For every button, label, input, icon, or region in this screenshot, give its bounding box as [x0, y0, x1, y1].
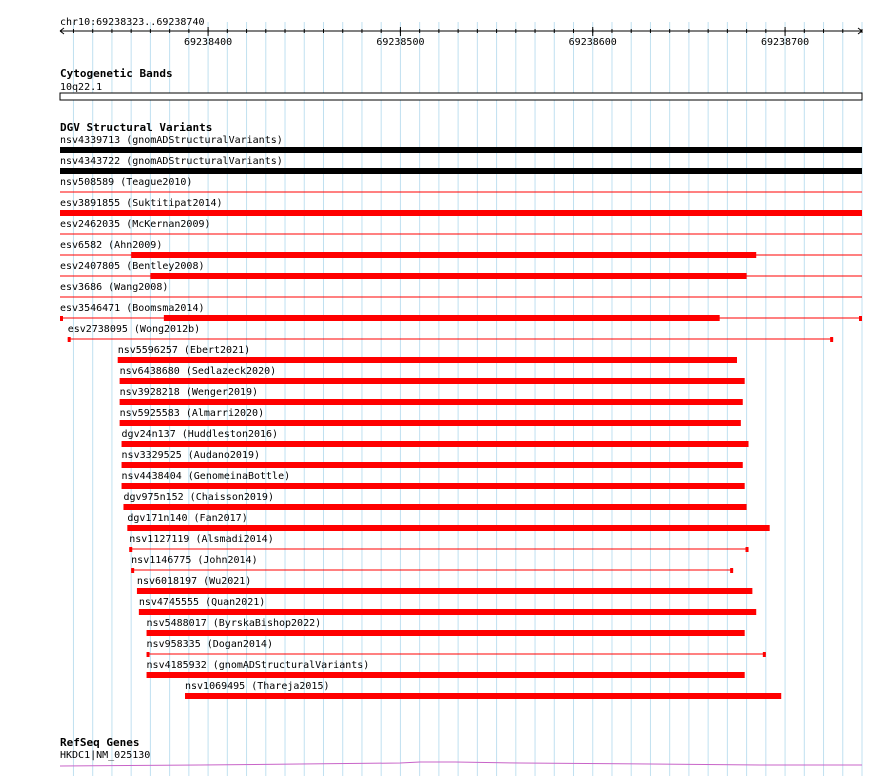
dgv-feature-bar[interactable] [185, 693, 781, 699]
dgv-feature[interactable] [60, 198, 862, 216]
cytoband-bar[interactable] [60, 93, 862, 100]
dgv-feature[interactable] [123, 492, 746, 510]
dgv-feature-label[interactable]: esv3546471 (Boomsma2014) [60, 303, 205, 314]
dgv-feature-label[interactable]: nsv4343722 (gnomADStructuralVariants) [60, 156, 283, 167]
ruler-tick-label: 69238500 [376, 37, 425, 48]
dgv-feature[interactable] [60, 282, 862, 297]
dgv-feature-cap-left [129, 547, 132, 552]
dgv-feature-label[interactable]: nsv4438404 (GenomeinaBottle) [121, 471, 291, 482]
dgv-feature-bar[interactable] [118, 357, 737, 363]
dgv-feature-bar[interactable] [123, 504, 746, 510]
dgv-feature-bar[interactable] [122, 441, 749, 447]
dgv-feature[interactable] [60, 303, 862, 321]
dgv-feature-label[interactable]: esv3686 (Wang2008) [60, 282, 169, 293]
dgv-feature-label[interactable]: esv2407805 (Bentley2008) [60, 261, 205, 272]
dgv-feature[interactable] [120, 387, 743, 405]
dgv-feature[interactable] [131, 555, 733, 573]
dgv-feature[interactable] [147, 660, 745, 678]
coordinate-ruler[interactable] [60, 17, 862, 48]
dgv-feature-bar[interactable] [122, 462, 743, 468]
dgv-feature-bar[interactable] [147, 672, 745, 678]
ruler-tick-label: 69238600 [568, 37, 617, 48]
cytoband-label[interactable]: 10q22.1 [60, 82, 103, 93]
gene-label[interactable]: HKDC1|NM_025130 [60, 750, 151, 761]
refseq-genes-track[interactable] [60, 736, 862, 766]
dgv-feature-cap-left [147, 652, 150, 657]
dgv-feature[interactable] [60, 219, 862, 234]
dgv-feature[interactable] [122, 429, 749, 447]
dgv-feature-bar[interactable] [60, 210, 862, 216]
dgv-feature-label[interactable]: dgv24n137 (Huddleston2016) [121, 429, 279, 440]
dgv-feature-cap-right [730, 568, 733, 573]
dgv-feature-label[interactable]: esv3891855 (Suktitipat2014) [60, 198, 223, 209]
dgv-feature-label[interactable]: esv2462035 (McKernan2009) [60, 219, 211, 230]
dgv-feature[interactable] [127, 513, 769, 531]
dgv-feature-label[interactable]: nsv4339713 (gnomADStructuralVariants) [60, 135, 283, 146]
dgv-feature-bar[interactable] [120, 378, 745, 384]
dgv-feature-label[interactable]: nsv3928218 (Wenger2019) [119, 387, 259, 398]
dgv-feature-bar[interactable] [139, 609, 756, 615]
dgv-feature-bar[interactable] [60, 168, 862, 174]
ruler-tick-label: 69238700 [760, 37, 810, 48]
dgv-feature-label[interactable]: dgv171n140 (Fan2017) [127, 513, 248, 524]
dgv-feature-cap-right [830, 337, 833, 342]
dgv-feature[interactable] [120, 408, 741, 426]
dgv-feature-label[interactable]: nsv508589 (Teague2010) [60, 177, 193, 188]
dgv-feature-cap-right [746, 547, 749, 552]
ruler-ticks [73, 27, 862, 48]
dgv-feature[interactable] [139, 597, 756, 615]
cytogenetic-bands-track[interactable] [60, 67, 862, 100]
dgv-feature-label[interactable]: nsv5488017 (ByrskaBishop2022) [146, 618, 322, 629]
ruler-tick-label: 69238400 [184, 37, 233, 48]
dgv-feature-label[interactable]: dgv975n152 (Chaisson2019) [123, 492, 274, 503]
dgv-feature[interactable] [68, 324, 833, 342]
dgv-track-title: DGV Structural Variants [60, 121, 213, 134]
gene-intron-line[interactable] [60, 762, 862, 766]
dgv-structural-variants-track[interactable] [60, 121, 862, 699]
dgv-feature[interactable] [118, 345, 737, 363]
dgv-feature-label[interactable]: nsv4745555 (Quan2021) [138, 597, 266, 608]
dgv-feature[interactable] [137, 576, 752, 594]
dgv-feature-bar[interactable] [122, 483, 745, 489]
dgv-feature-bar[interactable] [150, 273, 746, 279]
dgv-feature-label[interactable]: nsv5596257 (Ebert2021) [117, 345, 251, 356]
dgv-feature-bar[interactable] [60, 147, 862, 153]
dgv-feature-label[interactable]: esv2738095 (Wong2012b) [67, 324, 201, 335]
dgv-feature[interactable] [122, 471, 745, 489]
dgv-feature[interactable] [60, 240, 862, 258]
dgv-feature-label[interactable]: nsv6438680 (Sedlazeck2020) [119, 366, 277, 377]
dgv-feature-cap-left [131, 568, 134, 573]
dgv-feature[interactable] [147, 639, 766, 657]
dgv-feature[interactable] [60, 261, 862, 279]
dgv-features[interactable] [60, 135, 862, 699]
dgv-feature-label[interactable]: nsv3329525 (Audano2019) [121, 450, 261, 461]
dgv-feature-bar[interactable] [147, 630, 745, 636]
location-readout: chr10:69238323..69238740 [60, 17, 205, 28]
dgv-feature-cap-left [68, 337, 71, 342]
dgv-feature-label[interactable]: nsv958335 (Dogan2014) [146, 639, 273, 650]
dgv-feature-cap-right [859, 316, 862, 321]
dgv-feature-label[interactable]: esv6582 (Ahn2009) [60, 240, 163, 251]
dgv-feature-bar[interactable] [120, 420, 741, 426]
refseq-genes-title: RefSeq Genes [60, 736, 140, 749]
dgv-feature-label[interactable]: nsv1127119 (Alsmadi2014) [129, 534, 274, 545]
dgv-feature[interactable] [60, 135, 862, 153]
dgv-feature-cap-right [763, 652, 766, 657]
dgv-feature-bar[interactable] [137, 588, 752, 594]
dgv-feature[interactable] [60, 177, 862, 192]
dgv-feature-cap-left [60, 316, 63, 321]
dgv-feature-label[interactable]: nsv4185932 (gnomADStructuralVariants) [146, 660, 370, 671]
dgv-feature-label[interactable]: nsv1069495 (Thareja2015) [185, 681, 330, 692]
dgv-feature-bar[interactable] [127, 525, 769, 531]
dgv-feature-label[interactable]: nsv5925583 (Almarri2020) [119, 408, 265, 419]
dgv-feature[interactable] [60, 156, 862, 174]
dgv-feature-label[interactable]: nsv1146775 (John2014) [131, 555, 258, 566]
dgv-feature[interactable] [122, 450, 743, 468]
dgv-feature-bar[interactable] [131, 252, 756, 258]
dgv-feature[interactable] [185, 681, 781, 699]
dgv-feature-label[interactable]: nsv6018197 (Wu2021) [136, 576, 252, 587]
dgv-feature-bar[interactable] [120, 399, 743, 405]
cytogenetic-bands-title: Cytogenetic Bands [60, 67, 173, 80]
dgv-feature-bar[interactable] [164, 315, 720, 321]
dgv-feature[interactable] [147, 618, 745, 636]
